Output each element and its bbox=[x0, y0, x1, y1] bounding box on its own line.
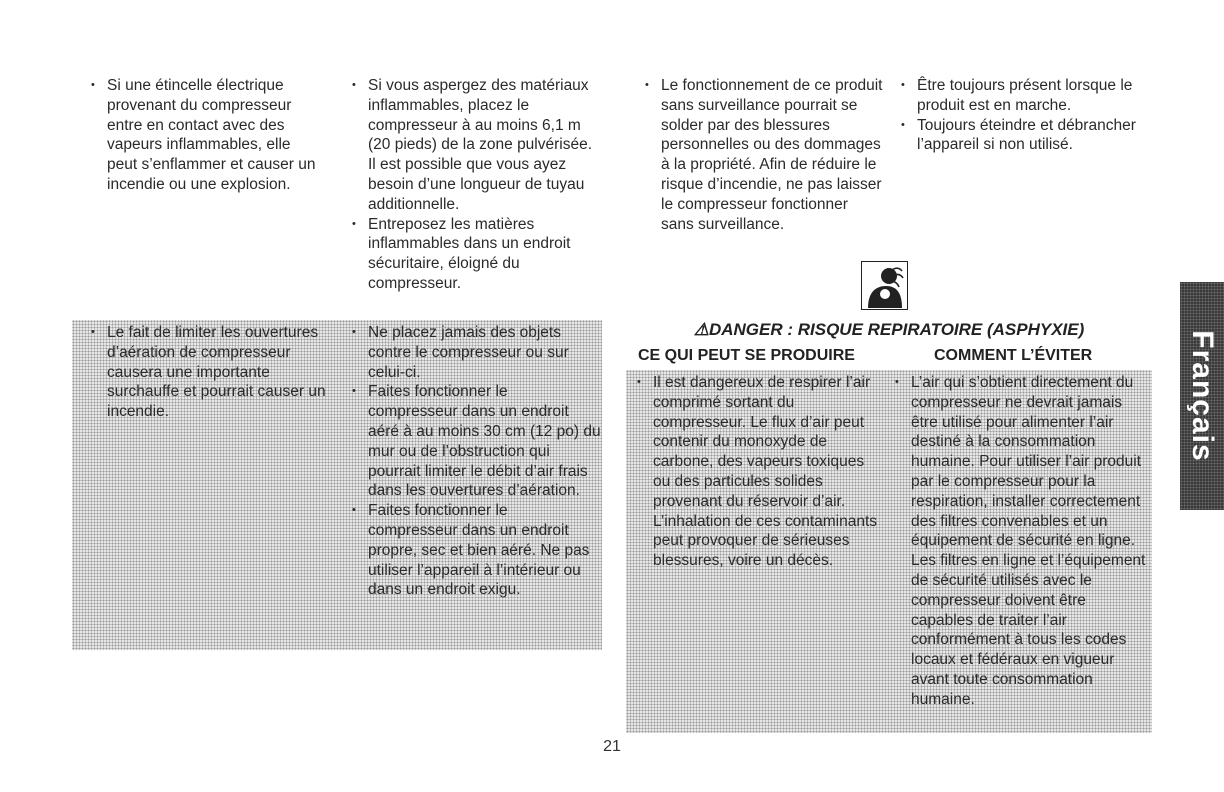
list-item: • Si une étincelle électrique provenant du compresseur entre en contact avec des vapeurs inflammables, elle peut s’enflammer et causer un incendie ou une explosion. bbox=[90, 76, 320, 195]
column-3-top bbox=[644, 76, 884, 234]
list-item: • Toujours éteindre et débrancher l’appareil si non utilisé. bbox=[900, 116, 1145, 156]
bullet-list bbox=[90, 323, 330, 422]
bullet-list bbox=[90, 76, 320, 195]
column-2-shaded bbox=[351, 323, 601, 600]
list-item: • Le fait de limiter les ouvertures d’aération de compresseur causera une importante surchauffe et pourrait causer un incendie. bbox=[90, 323, 330, 422]
danger-title bbox=[626, 320, 1152, 340]
column-1-top bbox=[90, 76, 320, 195]
danger-title-text: DANGER : RISQUE REPIRATOIRE (ASPHYXIE) bbox=[708, 320, 1085, 339]
bullet-list bbox=[636, 373, 881, 571]
list-item: • Être toujours présent lorsque le produit est en marche. bbox=[900, 76, 1145, 116]
list-item: • Ne placez jamais des objets contre le compresseur ou sur celui-ci. bbox=[351, 323, 601, 382]
list-item: • L’air qui s’obtient directement du compresseur ne devrait jamais être utilisé pour alimenter l’air destiné à la consommation humaine. Pour utiliser l’air produit par le compresseur pour la respiration, installer correctement des filtres convenables et un équipement de sécurité en ligne. Les filtres en ligne et l’équipement de sécurité utilisés avec le compresseur doivent être capables de traiter l’air conformément à tous les codes locaux et fédéraux en vigueur avant toute consommation humaine. bbox=[894, 373, 1148, 710]
list-item: • Si vous aspergez des matériaux inflammables, placez le compresseur à au moins 6,1 m (20 pieds) de la zone pulvérisée. Il est possible que vous ayez besoin d’une longueur de tuyau additionnelle. bbox=[351, 76, 601, 215]
warning-triangle-icon: ⚠ bbox=[693, 320, 709, 339]
bullet-list bbox=[351, 323, 601, 600]
column-2-top bbox=[351, 76, 601, 294]
list-item: • Le fonctionnement de ce produit sans surveillance pourrait se solder par des blessures personnelles ou des dommages à la propriété. Afin de réduire le risque d’incendie, ne pas laisser le compresseur fonctionner sans surveillance. bbox=[644, 76, 884, 234]
language-tab bbox=[1180, 282, 1224, 510]
list-item: • Faites fonctionner le compresseur dans un endroit propre, sec et bien aéré. Ne pas utiliser l’appareil à l’intérieur ou dans un endroit exigu. bbox=[351, 501, 601, 600]
page-number: 21 bbox=[603, 738, 621, 755]
list-item: • Faites fonctionner le compresseur dans un endroit aéré à au moins 30 cm (12 po) du mur ou de l’obstruction qui pourrait limiter le débit d’air frais dans les ouvertures d’aération. bbox=[351, 382, 601, 501]
respiratory-hazard-icon bbox=[861, 261, 908, 310]
language-tab-label: Français bbox=[1186, 330, 1219, 462]
how-to-avoid-header: COMMENT L’ÉVITER bbox=[934, 347, 1093, 364]
what-can-happen-header: CE QUI PEUT SE PRODUIRE bbox=[638, 347, 855, 364]
list-item: • Il est dangereux de respirer l’air comprimé sortant du compresseur. Le flux d’air peut contenir du monoxyde de carbone, des vapeurs toxiques ou des particules solides provenant du réservoir d’air. L’inhalation de ces contaminants peut provoquer de sérieuses blessures, voire un décès. bbox=[636, 373, 881, 571]
bullet-list bbox=[644, 76, 884, 234]
bullet-list bbox=[900, 76, 1145, 155]
bullet-list bbox=[894, 373, 1148, 710]
bullet-list bbox=[351, 76, 601, 294]
column-1-shaded bbox=[90, 323, 330, 422]
column-4-top bbox=[900, 76, 1145, 155]
danger-how-column bbox=[894, 373, 1148, 710]
list-item: • Entreposez les matières inflammables dans un endroit sécuritaire, éloigné du compresseur. bbox=[351, 215, 601, 294]
danger-what-column bbox=[636, 373, 881, 571]
